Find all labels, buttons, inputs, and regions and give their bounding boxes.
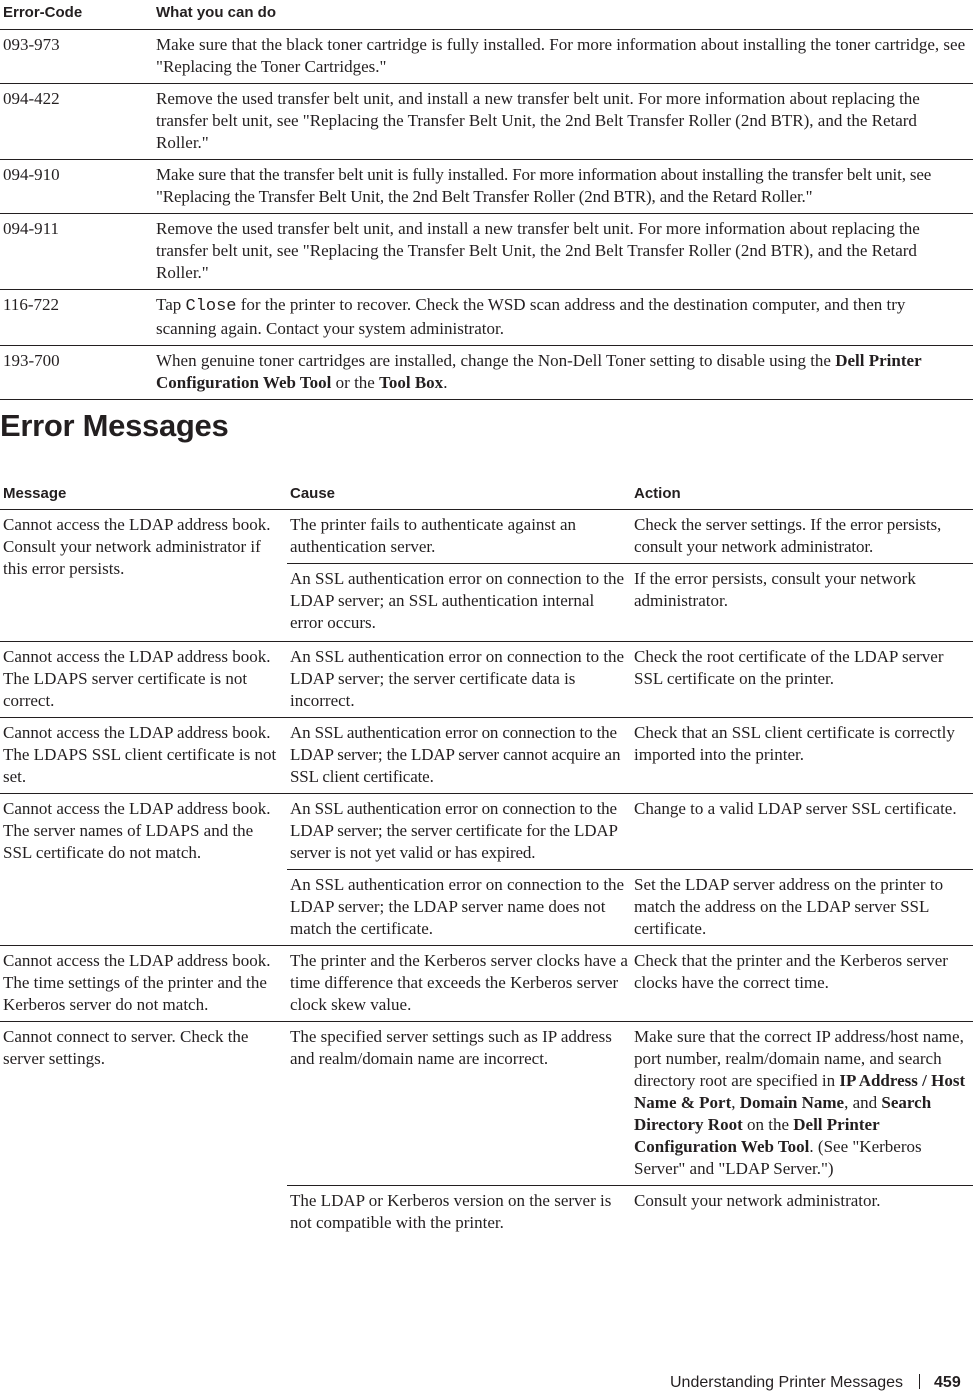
error-remedy (153, 289, 973, 345)
table-row (0, 717, 973, 793)
cause-text: The LDAP or Kerberos version on the server is not compatible with the printer. (290, 1190, 612, 1232)
table-row (0, 345, 973, 399)
page-number: 459 (934, 1374, 961, 1391)
footer-divider (919, 1374, 920, 1389)
message-text: Cannot access the LDAP address book. The LDAPS server certificate is not correct. (0, 641, 287, 717)
cause-text: An SSL authentication error on connection to the LDAP server; the server certificate for the LDAP server is not yet valid or has expired. (287, 793, 631, 869)
error-code-table (0, 0, 973, 400)
cause-text: The printer fails to authenticate against an authentication server. (287, 509, 631, 563)
message-text: Cannot access the LDAP address book. The time settings of the printer and the Kerberos server do not match. (0, 945, 287, 1021)
error-messages-table (0, 479, 973, 1239)
error-code: 116-722 (0, 289, 153, 345)
table-row (0, 509, 973, 563)
table-row (0, 793, 973, 869)
section-title: Error Messages (0, 408, 229, 443)
error-remedy: Make sure that the transfer belt unit is fully installed. For more information about installing the transfer belt unit, see "Replacing the Transfer Belt Unit, the 2nd Belt Transfer Roller (2nd BTR), and the Retard Roller." (153, 159, 973, 213)
column-header-error-code: Error-Code (0, 0, 153, 29)
action-text: Check the server settings. If the error persists, consult your network administrator. (631, 509, 973, 563)
table-row (0, 83, 973, 159)
action-text: Check the root certificate of the LDAP server SSL certificate on the printer. (631, 641, 973, 717)
error-code: 094-910 (0, 159, 153, 213)
remedy-text: . (443, 372, 448, 392)
cause-text: An SSL authentication error on connection to the LDAP server; the LDAP server name does not match the certificate. (287, 869, 631, 945)
cause-text: An SSL authentication error on connection to the LDAP server; the server certificate data is incorrect. (287, 641, 631, 717)
message-text: Cannot access the LDAP address book. Consult your network administrator if this error persists. (0, 509, 287, 641)
message-text: Cannot access the LDAP address book. The LDAPS SSL client certificate is not set. (0, 717, 287, 793)
action-text: Set the LDAP server address on the printer to match the address on the LDAP server SSL certificate. (631, 869, 973, 945)
action-text: Check that an SSL client certificate is correctly imported into the printer. (631, 717, 973, 793)
table-row (0, 1021, 973, 1185)
table-row (0, 945, 973, 1021)
table-header-row (0, 0, 973, 29)
message-text: Cannot connect to server. Check the server settings. (3, 1026, 249, 1068)
setting-name: Domain Name (739, 1092, 845, 1112)
table-row (0, 29, 973, 83)
action-text: Check that the printer and the Kerberos server clocks have the correct time. (631, 945, 973, 1021)
table-header-row (0, 479, 973, 509)
column-header-what-you-can-do: What you can do (153, 0, 973, 29)
error-remedy: Remove the used transfer belt unit, and install a new transfer belt unit. For more information about replacing the transfer belt unit, see "Replacing the Transfer Belt Unit, the 2nd Belt Transfer Roller (2nd BTR), and the Retard Roller." (153, 213, 973, 289)
setting-name: Search Directory Root (634, 1092, 932, 1134)
action-text (631, 1021, 973, 1185)
error-remedy: Make sure that the black toner cartridge is fully installed. For more information about installing the toner cartridge, see "Replacing the Toner Cartridges." (153, 29, 973, 83)
cause-text: The specified server settings such as IP address and realm/domain name are incorrect. (287, 1021, 631, 1185)
message-text: Cannot access the LDAP address book. The server names of LDAPS and the SSL certificate do not match. (0, 793, 287, 945)
error-remedy (153, 345, 973, 399)
action-segment: . (See "Kerberos Server" and "LDAP Server.") (634, 1136, 922, 1178)
action-segment: on the (742, 1114, 794, 1134)
action-segment: , (731, 1092, 740, 1112)
footer-section-title: Understanding Printer Messages (670, 1374, 904, 1391)
error-code: 093-973 (0, 29, 153, 83)
table-row (0, 159, 973, 213)
action-segment: Make sure that the correct IP address/host name, port number, realm/domain name, and search directory root are specified in (634, 1026, 964, 1090)
error-code: 094-422 (0, 83, 153, 159)
remedy-text: for the printer to recover. Check the WSD scan address and the destination computer, and then try scanning again. Contact your system administrator. (156, 294, 906, 338)
setting-name: IP Address / Host Name & Port (634, 1070, 966, 1112)
close-button-label: Close (185, 296, 237, 316)
action-text: Change to a valid LDAP server SSL certificate. (631, 793, 973, 869)
remedy-text: or the (331, 372, 380, 392)
cause-text: The printer and the Kerberos server clocks have a time difference that exceeds the Kerberos server clock skew value. (287, 945, 631, 1021)
tool-name: Tool Box (379, 372, 444, 392)
column-header-action: Action (631, 479, 973, 509)
table-row (0, 213, 973, 289)
remedy-text: When genuine toner cartridges are installed, change the Non-Dell Toner setting to disable using the (156, 350, 836, 370)
cause-text: An SSL authentication error on connection to the LDAP server; an SSL authentication internal error occurs. (287, 563, 631, 641)
page-footer (670, 1374, 961, 1392)
error-code: 193-700 (0, 345, 153, 399)
tool-name: Dell Printer Configuration Web Tool (634, 1114, 880, 1156)
table-row (0, 641, 973, 717)
action-text: If the error persists, consult your network administrator. (631, 563, 973, 641)
tool-name: Dell Printer Configuration Web Tool (156, 350, 922, 392)
remedy-text: Tap (156, 294, 186, 314)
error-remedy: Remove the used transfer belt unit, and install a new transfer belt unit. For more information about replacing the transfer belt unit, see "Replacing the Transfer Belt Unit, the 2nd Belt Transfer Roller (2nd BTR), and the Retard Roller." (153, 83, 973, 159)
action-segment: , and (844, 1092, 882, 1112)
column-header-message: Message (0, 479, 287, 509)
column-header-cause: Cause (287, 479, 631, 509)
error-code: 094-911 (0, 213, 153, 289)
table-row (0, 289, 973, 345)
action-text: Consult your network administrator. (634, 1190, 881, 1210)
cause-text: An SSL authentication error on connection to the LDAP server; the LDAP server cannot acquire an SSL client certificate. (287, 717, 631, 793)
